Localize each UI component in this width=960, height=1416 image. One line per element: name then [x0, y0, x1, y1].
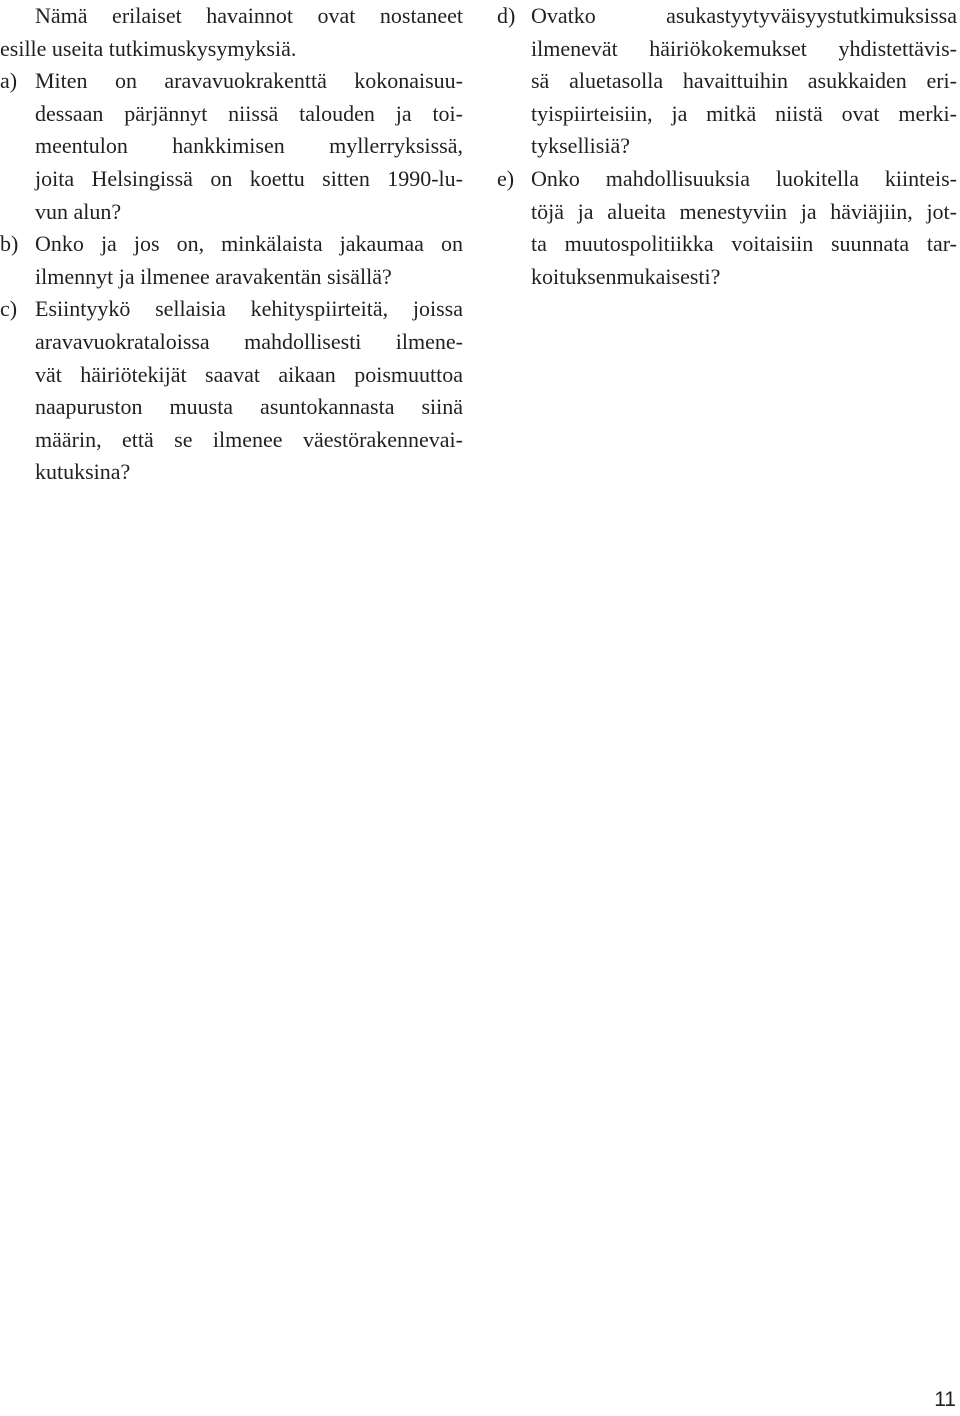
text-line: tyispiirteisiin, ja mitkä niistä ovat merki-: [531, 100, 957, 126]
text-line: vun alun?: [35, 198, 122, 224]
question-b: [0, 228, 463, 293]
text-line: töjä ja alueita menestyviin ja häviäjiin, jot-: [531, 198, 957, 224]
item-label: b): [0, 231, 19, 257]
question-c: [0, 293, 463, 489]
text-line: ilmennyt ja ilmenee aravakentän sisällä?: [35, 263, 392, 289]
text-line: Esiintyykö sellaisia kehityspiirteitä, joissa: [35, 296, 463, 322]
text-line: Onko ja jos on, minkälaista jakaumaa on: [35, 231, 463, 257]
text-line: Ovatko asukastyytyväisyystutkimuksissa: [531, 3, 957, 28]
text-line: esille useita tutkimuskysymyksiä.: [0, 35, 297, 61]
question-e: [497, 163, 957, 293]
page-number: 11: [934, 1388, 956, 1411]
text-line: koituksenmukaisesti?: [531, 263, 721, 289]
text-line: aravavuokrataloissa mahdollisesti ilmene-: [35, 328, 463, 354]
text-line: ilmenevät häiriökokemukset yhdistettävis-: [531, 35, 957, 61]
text-line: joita Helsingissä on koettu sitten 1990-lu-: [35, 165, 463, 191]
text-line: Onko mahdollisuuksia luokitella kiinteis-: [531, 165, 957, 191]
text-line: ta muutospolitiikka voitaisiin suunnata tar-: [531, 231, 957, 257]
text-line: Miten on aravavuokrakenttä kokonaisuu-: [35, 68, 463, 94]
item-label: e): [497, 165, 515, 191]
item-label: a): [0, 68, 18, 94]
text-line: kutuksina?: [35, 459, 131, 485]
text-line: sä aluetasolla havaittuihin asukkaiden eri-: [531, 68, 957, 94]
text-line: meentulon hankkimisen myllerryksissä,: [35, 133, 463, 159]
question-a: [0, 65, 463, 228]
right-column: [497, 0, 957, 293]
text-line: Nämä erilaiset havainnot ovat nostaneet: [35, 3, 463, 28]
text-line: dessaan pärjännyt niissä talouden ja toi-: [35, 100, 463, 126]
item-label: c): [0, 296, 18, 322]
text-line: naapuruston muusta asuntokannasta siinä: [35, 394, 463, 420]
text-line: vät häiriötekijät saavat aikaan poismuuttoa: [35, 361, 463, 387]
item-label: d): [497, 3, 516, 28]
text-line: määrin, että se ilmenee väestörakennevai-: [35, 426, 463, 452]
intro-paragraph: [0, 0, 463, 65]
left-column: [0, 0, 463, 489]
text-line: tyksellisiä?: [531, 133, 630, 159]
question-d: [497, 0, 957, 163]
